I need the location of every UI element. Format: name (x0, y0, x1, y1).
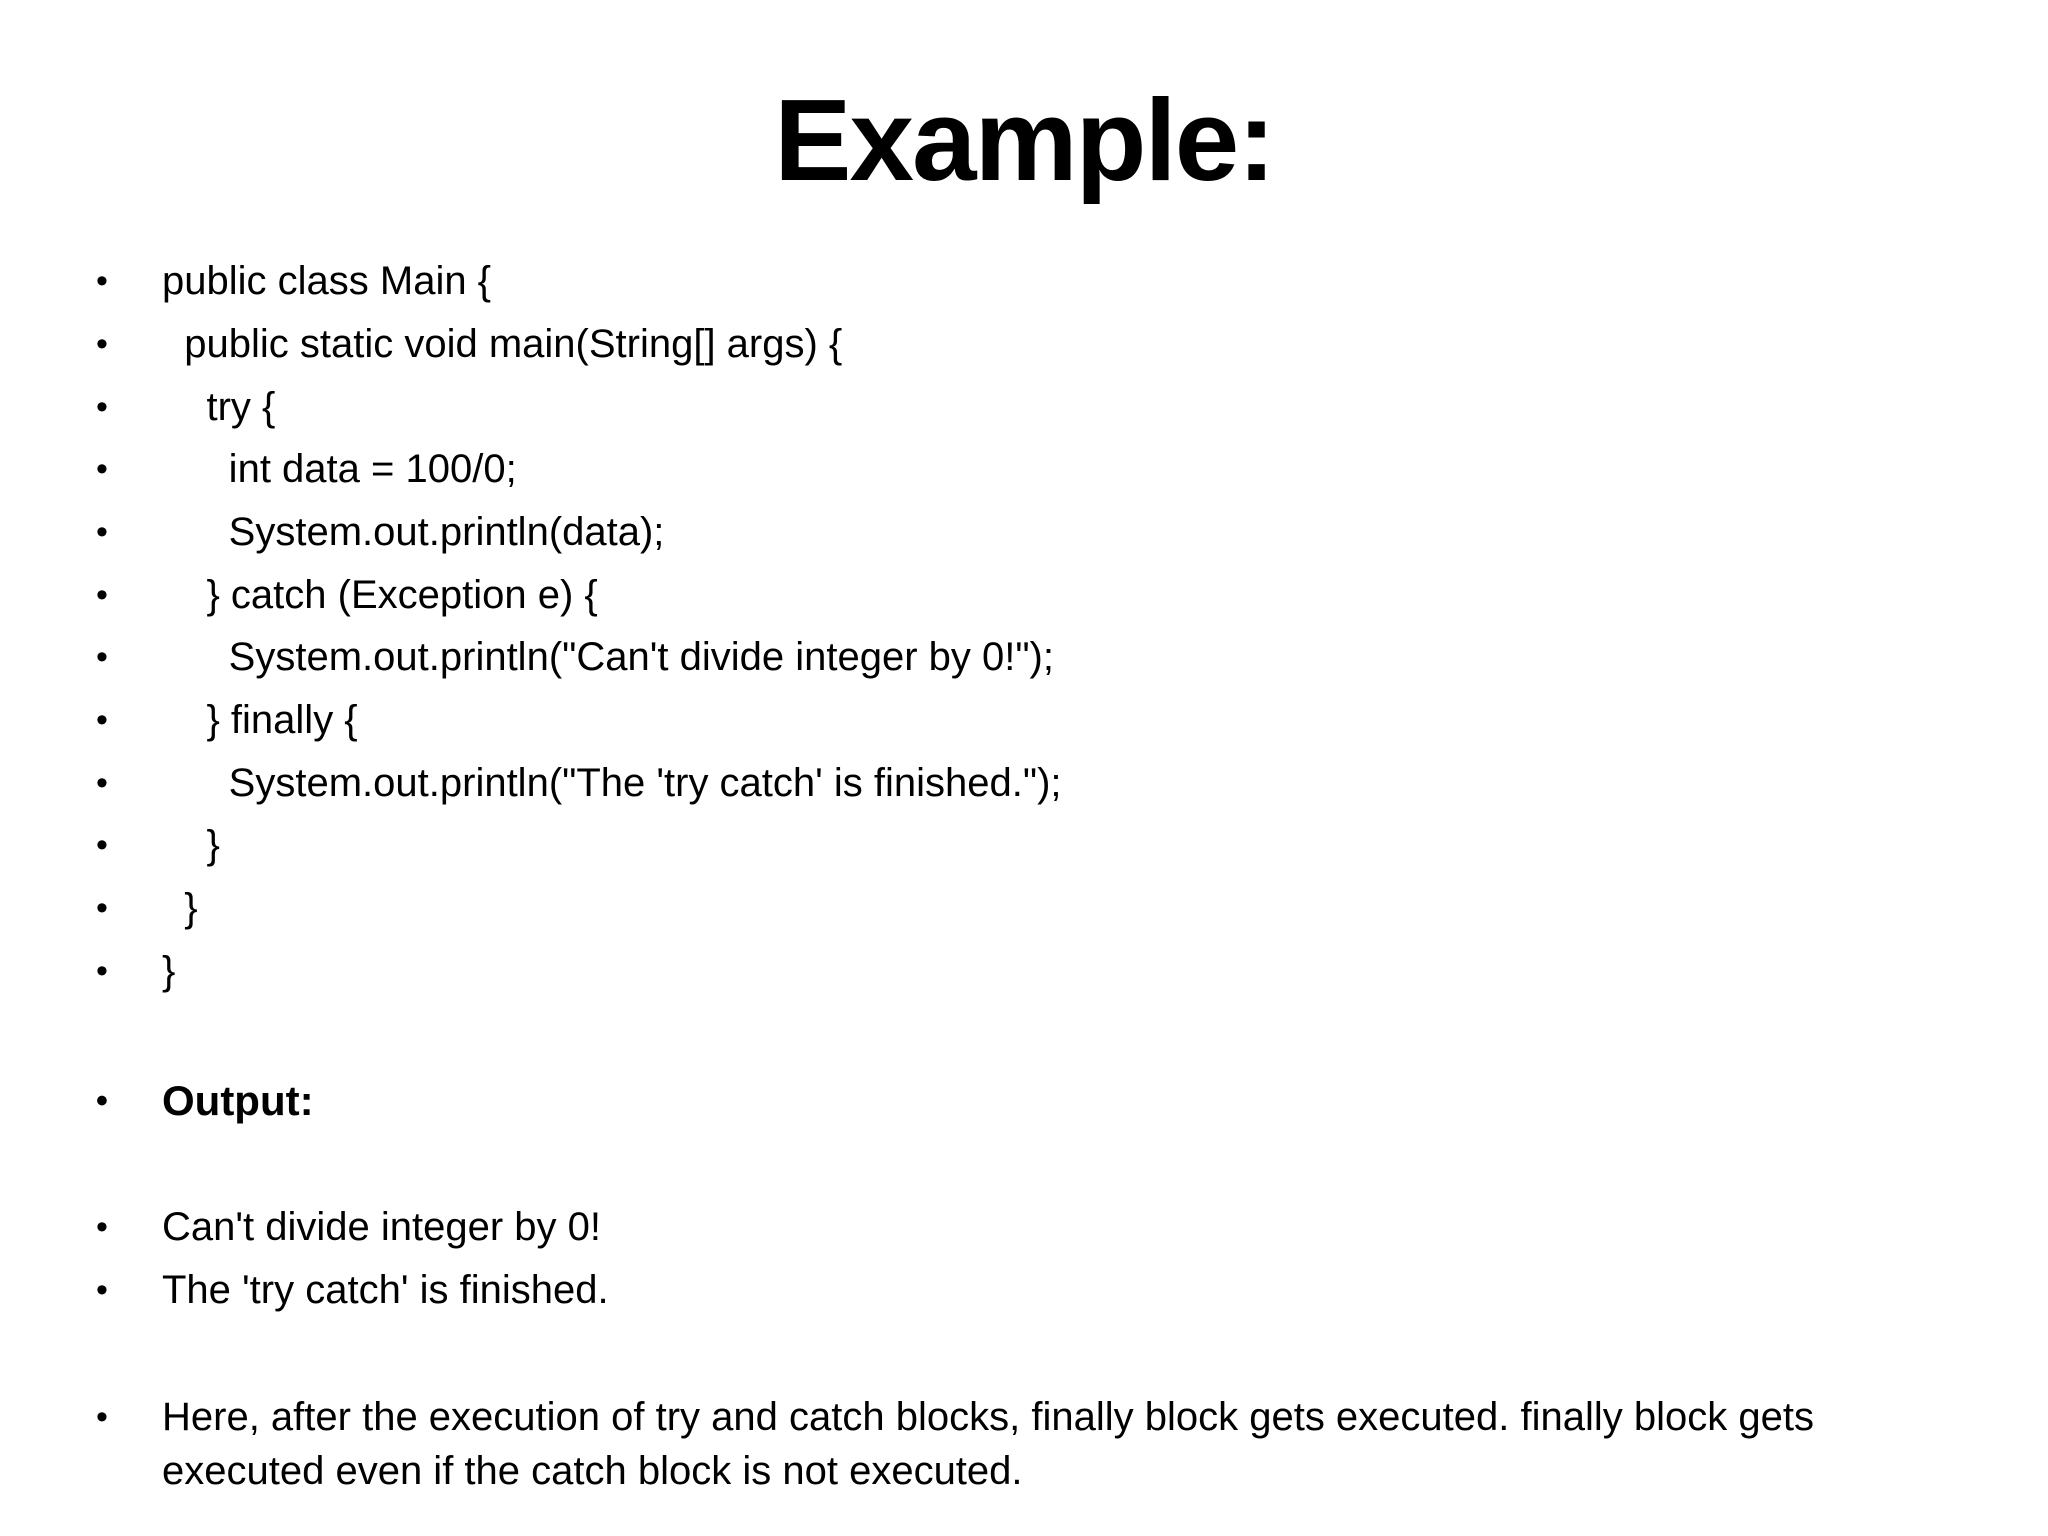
code-line: • int data = 100/0; (162, 442, 1922, 496)
slide-title: Example: (774, 75, 1274, 205)
code-line: • public static void main(String[] args) { (162, 317, 1922, 371)
code-line: • System.out.println("The 'try catch' is finished."); (162, 756, 1922, 810)
code-line: • } finally { (162, 693, 1922, 747)
code-line: • } catch (Exception e) { (162, 568, 1922, 622)
output-line: • Can't divide integer by 0! (162, 1200, 1922, 1254)
code-line: • } (162, 881, 1922, 935)
code-line: • } (162, 818, 1922, 872)
code-line: • System.out.println(data); (162, 505, 1922, 559)
explanation-text: • Here, after the execution of try and catch blocks, finally block gets executed. finally block gets executed even if the catch block is not executed. (162, 1390, 1922, 1498)
code-line: • System.out.println("Can't divide integer by 0!"); (162, 630, 1922, 684)
code-line: • } (162, 944, 1922, 998)
output-heading: • Output: (162, 1074, 1922, 1128)
code-line: • public class Main { (162, 254, 1922, 308)
output-line: • The 'try catch' is finished. (162, 1263, 1922, 1317)
code-line: • try { (162, 380, 1922, 434)
